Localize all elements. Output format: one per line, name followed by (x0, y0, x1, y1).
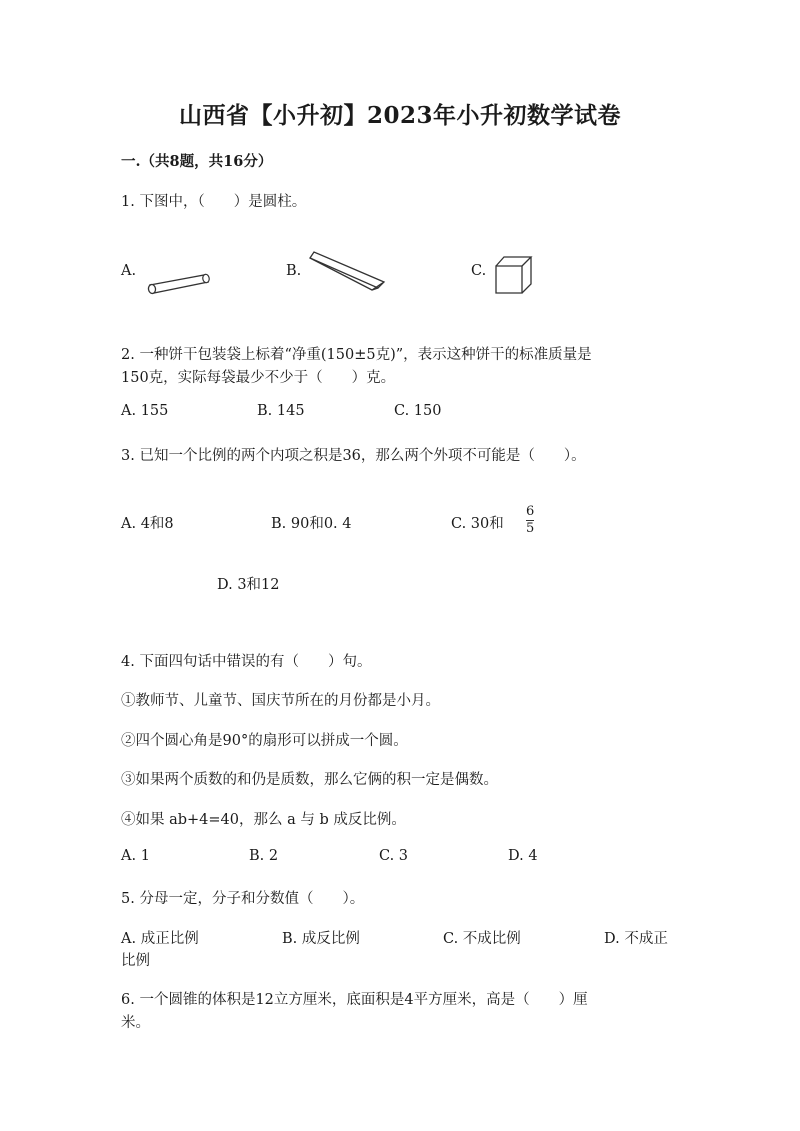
q3-option-a: A. 4和8 (121, 516, 174, 532)
question-5-stem: 5. 分母一定，分子和分数值（ ）。 (121, 891, 365, 907)
question-2-stem-line2: 150克，实际每袋最少不少于（ ）克。 (121, 370, 396, 386)
q4-statement-1: ①教师节、儿童节、国庆节所在的月份都是小月。 (121, 693, 440, 709)
fraction-numerator: 6 (526, 504, 535, 519)
q4-statement-3: ③如果两个质数的和仍是质数，那么它俩的积一定是偶数。 (121, 772, 498, 788)
q5-option-d-continued: 比例 (121, 953, 150, 969)
section-heading: 一.（共8题，共16分） (121, 153, 273, 170)
q3-option-b: B. 90和0. 4 (271, 516, 352, 532)
q4-option-c: C. 3 (379, 848, 409, 864)
q4-statement-4: ④如果 ab+4=40，那么 a 与 b 成反比例。 (121, 812, 406, 828)
question-2-stem-line1: 2. 一种饼干包装袋上标着“净重(150±5克)”，表示这种饼干的标准质量是 (121, 347, 592, 363)
q4-statement-2: ②四个圆心角是90°的扇形可以拼成一个圆。 (121, 733, 408, 749)
question-3-stem: 3. 已知一个比例的两个内项之积是36，那么两个外项不可能是（ ）。 (121, 448, 586, 464)
question-1-stem: 1. 下图中，（ ）是圆柱。 (121, 194, 307, 210)
q5-option-b: B. 成反比例 (282, 931, 360, 947)
q1-option-a-label: A. (121, 263, 137, 279)
q3-option-d: D. 3和12 (217, 577, 280, 593)
q2-option-a: A. 155 (121, 403, 169, 419)
question-4-stem: 4. 下面四句话中错误的有（ ）句。 (121, 654, 372, 670)
q5-option-a: A. 成正比例 (121, 931, 199, 947)
q2-option-b: B. 145 (257, 403, 305, 419)
cylinder-figure (142, 268, 212, 298)
page-title: 山西省【小升初】2023年小升初数学试卷 (178, 102, 621, 129)
q1-option-b-label: B. (286, 263, 302, 279)
q3-option-c: C. 30和 (451, 516, 504, 532)
q4-option-a: A. 1 (121, 848, 150, 864)
q4-option-d: D. 4 (508, 848, 538, 864)
question-6-stem-line2: 米。 (121, 1015, 150, 1031)
q5-option-d: D. 不成正 (604, 931, 668, 947)
fraction-denominator: 5 (526, 521, 535, 536)
triangular-prism-figure (300, 246, 390, 296)
cube-figure (493, 254, 535, 296)
q3-option-c-fraction (526, 505, 534, 536)
question-6-stem-line1: 6. 一个圆锥的体积是12立方厘米，底面积是4平方厘米，高是（ ）厘 (121, 992, 588, 1008)
q4-option-b: B. 2 (249, 848, 279, 864)
q1-option-c-label: C. (471, 263, 487, 279)
q2-option-c: C. 150 (394, 403, 442, 419)
q5-option-c: C. 不成比例 (443, 931, 521, 947)
